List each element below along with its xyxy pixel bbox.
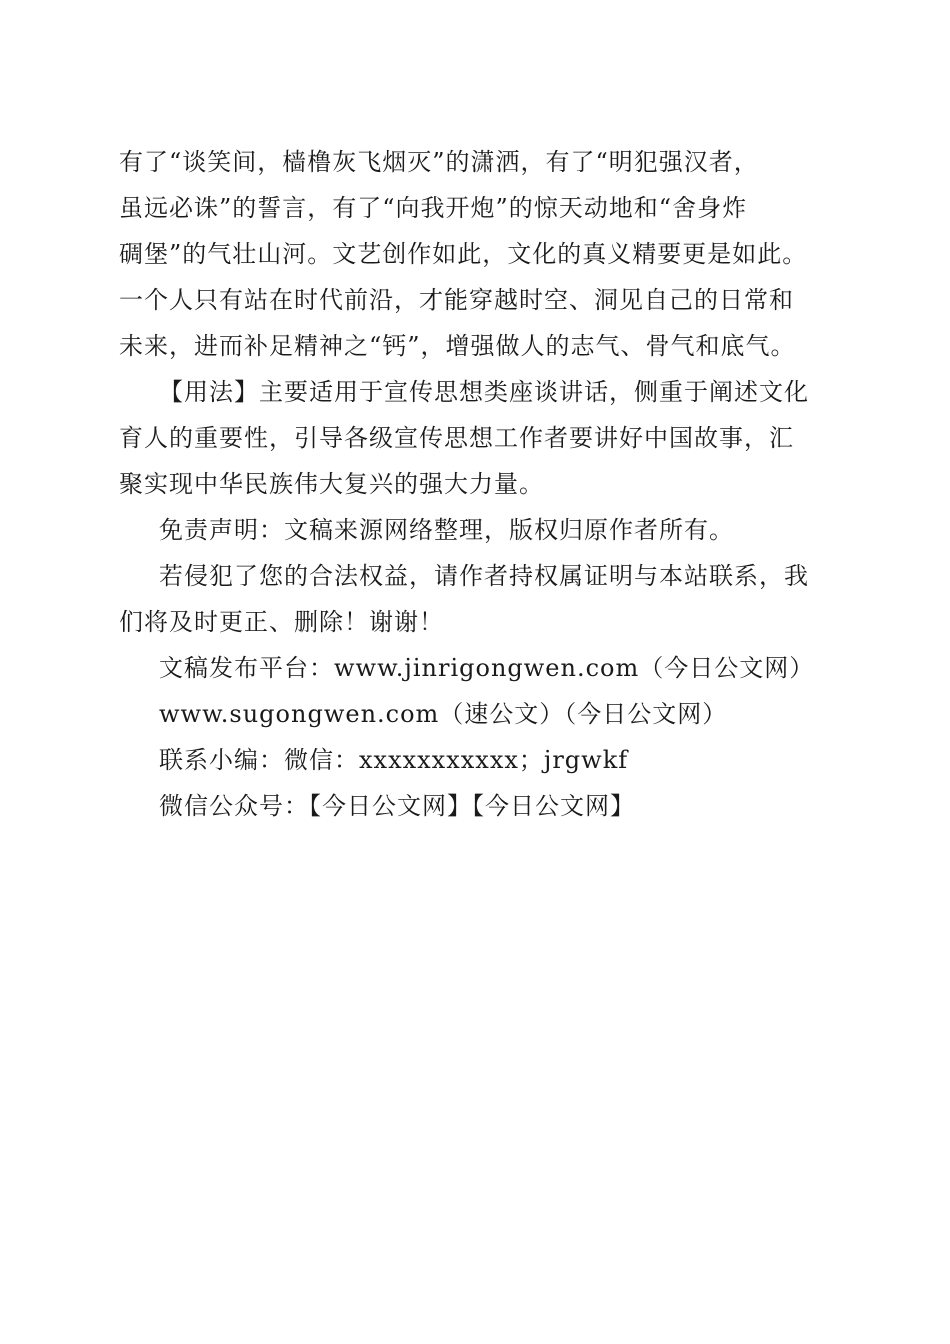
disclaimer-statement: 免责声明：文稿来源网络整理，版权归原作者所有。 bbox=[159, 516, 734, 544]
body-line: 有了“谈笑间，樯橹灰飞烟灭”的潇洒，有了“明犯强汉者， bbox=[119, 148, 759, 176]
usage-line: 育人的重要性，引导各级宣传思想工作者要讲好中国故事，汇 bbox=[119, 424, 794, 452]
secondary-site: www.sugongwen.com（速公文）（今日公文网） bbox=[159, 700, 728, 728]
infringement-notice-cont: 们将及时更正、删除！谢谢！ bbox=[119, 608, 444, 636]
disclaimer-block bbox=[119, 507, 839, 829]
editor-contact: 联系小编：微信：xxxxxxxxxxx；jrgwkf bbox=[159, 746, 629, 774]
body-line: 虽远必诛”的誓言，有了“向我开炮”的惊天动地和“舍身炸 bbox=[119, 194, 748, 222]
usage-line: 【用法】主要适用于宣传思想类座谈讲话，侧重于阐述文化 bbox=[159, 378, 809, 406]
body-line: 碉堡”的气壮山河。文艺创作如此，文化的真义精要更是如此。 bbox=[119, 240, 808, 268]
body-line: 一个人只有站在时代前沿，才能穿越时空、洞见自己的日常和 bbox=[119, 286, 794, 314]
publish-platform: 文稿发布平台：www.jinrigongwen.com（今日公文网） bbox=[159, 654, 815, 682]
body-line: 未来，进而补足精神之“钙”，增强做人的志气、骨气和底气。 bbox=[119, 332, 796, 360]
body-paragraph bbox=[119, 139, 839, 369]
usage-line: 聚实现中华民族伟大复兴的强大力量。 bbox=[119, 470, 544, 498]
wechat-account: 微信公众号：【今日公文网】【今日公文网】 bbox=[159, 792, 635, 820]
usage-paragraph bbox=[119, 369, 839, 507]
infringement-notice: 若侵犯了您的合法权益，请作者持权属证明与本站联系，我 bbox=[159, 562, 809, 590]
document-content bbox=[119, 139, 839, 829]
